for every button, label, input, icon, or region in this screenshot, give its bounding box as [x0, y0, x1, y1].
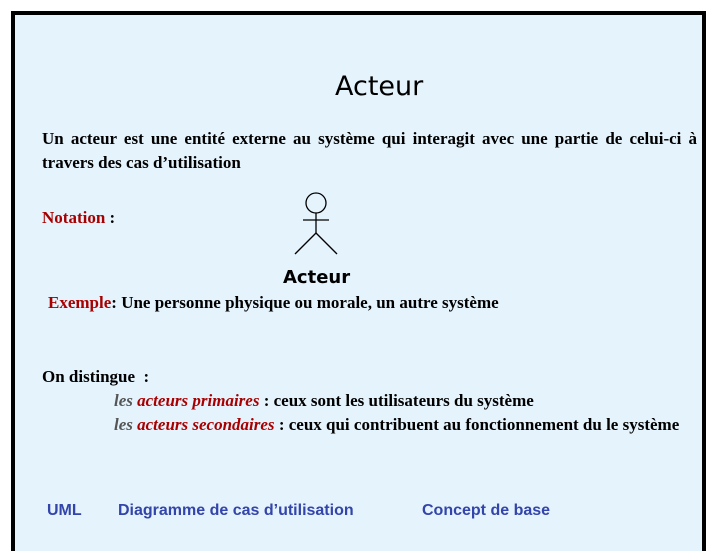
definition-text: Un acteur est une entité externe au système qui interagit avec une partie de celui-ci à travers des cas d’utilisation — [42, 129, 697, 172]
footer-link-concept[interactable]: Concept de base — [422, 502, 551, 519]
distinction-intro — [42, 367, 149, 387]
notation-suffix: : — [105, 208, 116, 227]
stick-figure-icon — [291, 189, 341, 269]
notation-label: Notation — [42, 208, 106, 227]
actor-type-item — [114, 413, 692, 437]
actor-type-item — [114, 389, 692, 413]
exemple-text: : Une personne physique ou morale, un autre système — [111, 293, 499, 312]
slide-title: Acteur — [335, 71, 424, 102]
exemple-line — [48, 293, 499, 313]
distinction-intro-text: On distingue : — [42, 367, 150, 386]
item-prefix: les — [114, 391, 138, 410]
item-term: acteurs primaires — [137, 391, 260, 410]
slide-frame — [11, 11, 706, 551]
footer-link-diagram[interactable]: Diagramme de cas d’utilisation — [118, 502, 354, 519]
item-text: : ceux qui contribuent au fonctionnement du le système — [274, 415, 680, 434]
footer-link-uml[interactable]: UML — [47, 502, 82, 519]
exemple-label: Exemple — [48, 293, 112, 312]
notation-line — [42, 208, 115, 228]
item-term: acteurs secondaires — [137, 415, 275, 434]
item-prefix: les — [114, 415, 138, 434]
actor-label: Acteur — [283, 267, 351, 288]
item-text: : ceux sont les utilisateurs du système — [259, 391, 534, 410]
